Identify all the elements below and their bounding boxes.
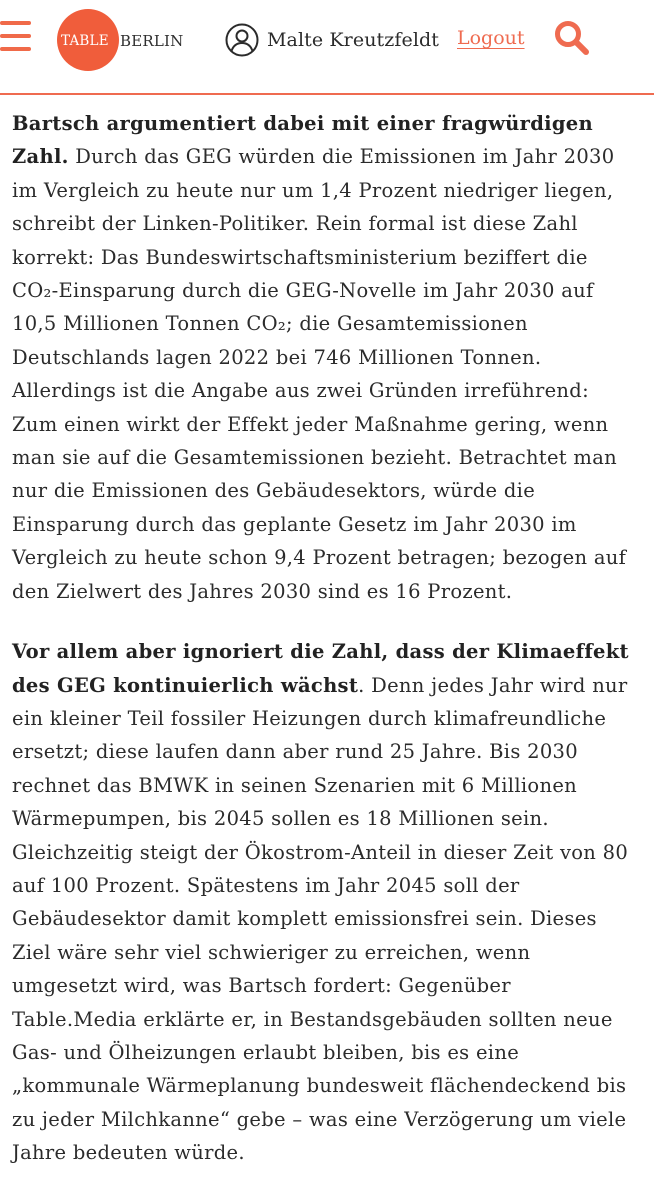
hamburger-menu-icon-bar	[0, 34, 31, 38]
site-header	[0, 0, 656, 94]
paragraph-lead: Vor allem aber ignoriert die Zahl, dass der Klimaeffekt des GEG kontinuierlich wächst	[12, 640, 629, 697]
paragraph-text: . Denn jedes Jahr wird nur ein kleiner Teil fossiler Heizungen durch klimafreundliche ersetzt; diese laufen dann aber rund 25 Jahre. Bis 2030 rechnet das BMWK in seinen Szenarien mit 6 Millionen Wärmepumpen, bis 2045 sollen es 18 Millionen sein. Gleichzeitig steigt der Ökostrom-Anteil in dieser Zeit von 80 auf 100 Prozent. Spätestens im Jahr 2045 soll der Gebäudesektor damit komplett emissionsfrei sein. Dieses Ziel wäre sehr viel schwieriger zu erreichen, wenn umgesetzt wird, was Bartsch fordert: Gegenüber Table.Media erklärte er, in Bestandsgebäuden sollten neue Gas- und Ölheizungen erlaubt bleiben, bis es eine „kommunale Wärmeplanung bundesweit flächendeckend bis zu jeder Milchkanne“ gebe – was eine Verzögerung um viele Jahre bedeuten würde.	[12, 673, 629, 1165]
article-paragraph	[12, 107, 640, 608]
table-berlin-logo[interactable]	[57, 9, 189, 71]
search-icon[interactable]	[553, 19, 591, 57]
header-divider	[0, 93, 654, 95]
paragraph-lead: Bartsch argumentiert dabei mit einer fragwürdigen Zahl.	[12, 112, 593, 169]
article-body	[12, 107, 640, 1170]
hamburger-menu-icon-bar	[0, 21, 31, 25]
article-paragraph	[12, 635, 640, 1170]
hamburger-menu-icon-bar	[0, 47, 31, 51]
user-name: Malte Kreutzfeldt	[267, 29, 440, 51]
paragraph-text: Durch das GEG würden die Emissionen im Jahr 2030 im Vergleich zu heute nur um 1,4 Prozent niedriger liegen, schreibt der Linken-Politiker. Rein formal ist diese Zahl korrekt: Das Bundeswirtschaftsministerium beziffert die CO₂-Einsparung durch die GEG-Novelle im Jahr 2030 auf 10,5 Millionen Tonnen CO₂; die Gesamtemissionen Deutschlands lagen 2022 bei 746 Millionen Tonnen. Allerdings ist die Angabe aus zwei Gründen irreführend: Zum einen wirkt der Effekt jeder Maßnahme gering, wenn man sie auf die Gesamtemissionen bezieht. Betrachtet man nur die Emissionen des Gebäudesektors, würde die Einsparung durch das geplante Gesetz im Jahr 2030 im Vergleich zu heute schon 9,4 Prozent betragen; bezogen auf den Zielwert des Jahres 2030 sind es 16 Prozent.	[12, 145, 627, 603]
user-account[interactable]	[225, 21, 439, 59]
user-circle-icon	[225, 23, 259, 57]
logo-table-text: TABLE	[61, 33, 109, 49]
logo-berlin-text: BERLIN	[120, 32, 184, 50]
hamburger-menu-button[interactable]	[0, 20, 32, 54]
logout-link[interactable]: Logout	[457, 27, 525, 49]
